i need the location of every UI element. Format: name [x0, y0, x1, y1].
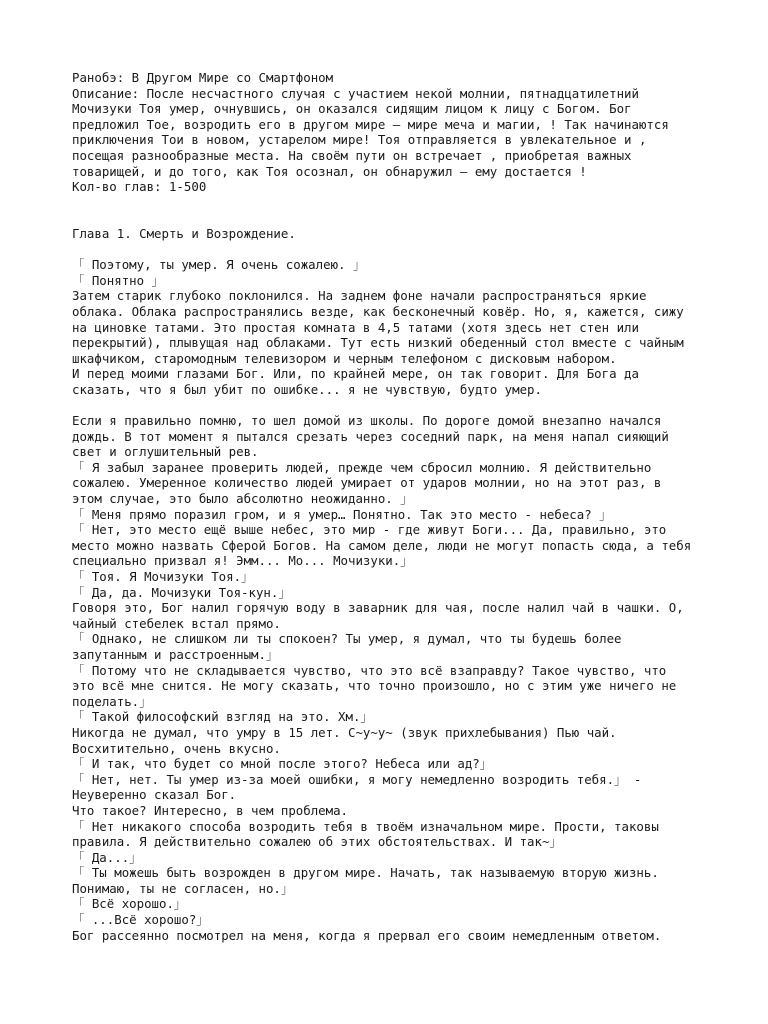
text-line: на циновке татами. Это простая комната в 4,5 татами (хотя здесь нет стен или — [72, 319, 639, 335]
text-line: специально призвал я! Эмм... Мо... Мочизуки.」 — [72, 553, 413, 569]
text-line: шкафчиком, старомодным телевизором и черным телефоном с дисковым набором. — [72, 350, 617, 366]
text-line: Никогда не думал, что умру в 15 лет. С~у~у~ (звук прихлебывания) Пью чай. — [72, 724, 617, 740]
text-line: 「 Нет никакого способа возродить тебя в твоём изначальном мире. Прости, таковы — [72, 818, 659, 834]
description-line: Описание: После несчастного случая с участием некой молнии, пятнадцатилетний — [72, 85, 639, 101]
text-line: этом случае, это было абсолютно неожиданно. 」 — [72, 491, 413, 507]
text-line: 「 Я забыл заранее проверить людей, прежде чем сбросил молнию. Я действительно — [72, 459, 652, 475]
text-line: И перед моими глазами Бог. Или, по крайней мере, он так говорит. Для Бога да — [72, 366, 639, 382]
text-block-1 — [72, 257, 712, 397]
text-line: Понимаю, ты не согласен, но.」 — [72, 880, 294, 896]
chapter-heading: Глава 1. Смерть и Возрождение. — [72, 225, 296, 241]
text-line: запутанным и расстроенным.」 — [72, 646, 279, 662]
text-line: 「 Однако, не слишком ли ты спокоен? Ты умер, я думал, что ты будешь более — [72, 631, 622, 647]
text-line: Что такое? Интересно, в чем проблема. — [72, 802, 349, 818]
text-line: 「 Да...」 — [72, 849, 142, 865]
document-page — [72, 70, 712, 943]
text-line: свет и оглушительный рев. — [72, 444, 259, 460]
text-line: облака. Облака распространялись везде, как бесконечный ковёр. Но, я, кажется, сижу — [72, 303, 684, 319]
document-header — [72, 70, 712, 195]
text-line: сказать, что я был убит по ошибке... я не чувствую, будто умер. — [72, 381, 542, 397]
description-line: посещая разнообразные места. На своём пути он встречает , приобретая важных — [72, 147, 632, 163]
text-line: поделать.」 — [72, 693, 152, 709]
text-line: сожалею. Умеренное количество людей умирает от ударов молнии, но на этот раз, в — [72, 475, 662, 491]
text-line: 「 Меня прямо поразил гром, и я умер… Понятно. Так это место - небеса? 」 — [72, 506, 612, 522]
description-line: предложил Тое, возродить его в другом мире – мире меча и магии, ! Так начинаются — [72, 116, 669, 132]
description-line: приключения Тои в новом, устарелом мире! Тоя отправляется в увлекательное и , — [72, 132, 647, 148]
text-line: Говоря это, Бог налил горячую воду в заварник для чая, после налил чай в чашки. О, — [72, 600, 684, 616]
text-line: Если я правильно помню, то шел домой из школы. По дороге домой внезапно начался — [72, 413, 662, 429]
text-line: 「 Понятно 」 — [72, 272, 164, 288]
text-block-2 — [72, 413, 712, 943]
text-line: 「 Ты можешь быть возрожден в другом мире. Начать, так называемую вторую жизнь. — [72, 865, 659, 881]
text-line: 「 Поэтому, ты умер. Я очень сожалею. 」 — [72, 257, 366, 273]
text-line: перекрытий), плывущая над облаками. Тут есть низкий обеденный стол вместе с чайным — [72, 335, 684, 351]
title-line: Ранобэ: В Другом Мире со Смартфоном — [72, 70, 334, 85]
text-line: 「 Нет, это место ещё выше небес, это мир - где живут Боги... Да, правильно, это — [72, 522, 667, 538]
text-line: 「 ...Всё хорошо?」 — [72, 912, 209, 928]
text-line: Бог рассеянно посмотрел на меня, когда я прервал его своим немедленным ответом. — [72, 927, 662, 943]
description-line: товарищей, и до того, как Тоя осознал, он обнаружил – ему достается ! — [72, 163, 587, 179]
text-line: чайный стебелек встал прямо. — [72, 615, 281, 631]
text-line: правила. Я действительно сожалею об этих обстоятельствах. И так~」 — [72, 834, 562, 850]
text-line: это всё мне снится. Не могу сказать, что точно произошло, но с этим уже ничего не — [72, 678, 677, 694]
text-line: 「 Тоя. Я Мочизуки Тоя.」 — [72, 569, 254, 584]
text-line: 「 Такой философский взгляд на это. Хм.」 — [72, 709, 373, 725]
text-line: 「 И так, что будет со мной после этого? Небеса или ад?」 — [72, 756, 493, 772]
text-line: 「 Потому что не складывается чувство, что это всё взаправду? Такое чувство, что — [72, 662, 667, 678]
text-line: Неуверенно сказал Бог. — [72, 787, 237, 803]
text-line: Восхитительно, очень вкусно. — [72, 740, 281, 756]
text-line: 「 Нет, нет. Ты умер из-за моей ошибки, я могу немедленно возродить тебя.」 - — [72, 771, 642, 787]
text-line: дождь. В тот момент я пытался срезать через соседний парк, на меня напал сияющий — [72, 428, 669, 444]
text-line: место можно назвать Сферой Богов. На самом деле, люди не могут попасть сюда, а тебя — [72, 537, 692, 553]
text-line: 「 Да, да. Мочизуки Тоя-кун.」 — [72, 584, 291, 600]
chapters-count: Кол-во глав: 1-500 — [72, 179, 207, 195]
description-line: Мочизуки Тоя умер, очнувшись, он оказался сидящим лицом к лицу с Богом. Бог — [72, 101, 632, 117]
text-line: 「 Всё хорошо.」 — [72, 896, 187, 912]
text-line: Затем старик глубоко поклонился. На заднем фоне начали распространяться яркие — [72, 288, 647, 304]
